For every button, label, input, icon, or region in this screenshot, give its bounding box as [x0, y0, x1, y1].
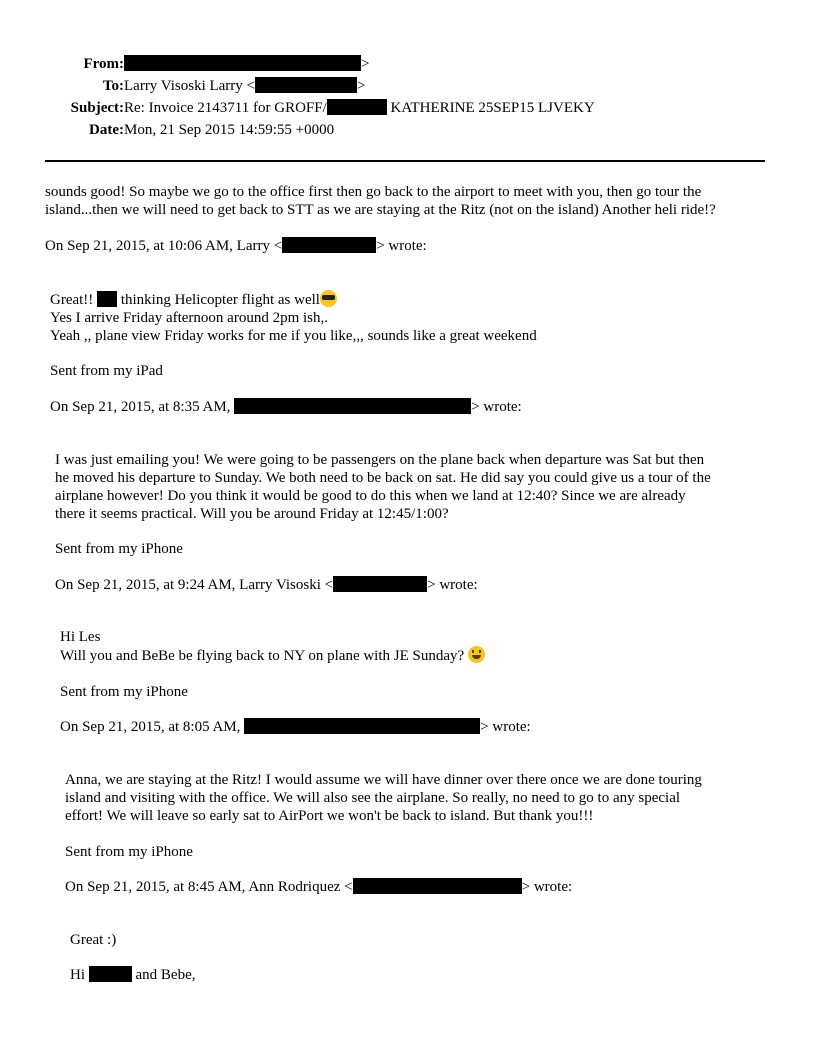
sunglasses-emoji-icon: [320, 290, 337, 307]
date-label: Date:: [89, 122, 124, 138]
attribution-text: > wrote:: [471, 399, 522, 415]
body-line: island and visiting with the office. We will also see the airplane. So really, no need to go to any special: [65, 790, 681, 806]
body-line: sounds good! So maybe we go to the office first then go back to the airport to meet with you, then go tour the: [45, 184, 702, 200]
body-text: Will you and BeBe be flying back to NY on plane with JE Sunday?: [60, 648, 465, 664]
to-value: [124, 77, 365, 95]
body-line: island...then we will need to get back to STT as we are staying at the Ritz (not on the island) Another heli ride!?: [45, 202, 716, 218]
from-value: [124, 55, 369, 73]
redaction-block: [97, 291, 117, 307]
from-suffix: >: [361, 56, 370, 72]
quoted-message-5-greeting: Great :): [70, 932, 117, 948]
quote-attribution: [65, 878, 572, 896]
body-line: Anna, we are staying at the Ritz! I would assume we will have dinner over there once we are done touring: [65, 772, 702, 788]
body-text: Hi: [70, 967, 85, 983]
redaction-block: [327, 99, 387, 115]
redaction-block: [353, 878, 522, 894]
to-name: Larry Visoski Larry <: [124, 78, 256, 94]
body-line: Yes I arrive Friday afternoon around 2pm ish,.: [50, 310, 329, 326]
subject-label: Subject:: [70, 100, 124, 116]
quoted-message-5-salutation: [70, 966, 195, 984]
sent-from-line: Sent from my iPad: [50, 363, 163, 379]
redaction-block: [124, 55, 361, 71]
grinning-emoji-icon: [468, 646, 485, 663]
body-text: and Bebe,: [135, 967, 196, 983]
body-line: Yeah ,, plane view Friday works for me if you like,,, sounds like a great weekend: [50, 328, 537, 344]
to-label: To:: [102, 78, 124, 94]
body-line: [60, 646, 485, 665]
attribution-text: > wrote:: [376, 238, 427, 254]
quoted-message-2: [55, 451, 711, 523]
from-label: From:: [83, 56, 124, 72]
attribution-text: On Sep 21, 2015, at 8:35 AM,: [50, 399, 231, 415]
attribution-text: On Sep 21, 2015, at 10:06 AM, Larry <: [45, 238, 283, 254]
redaction-block: [255, 77, 357, 93]
attribution-text: > wrote:: [480, 719, 531, 735]
subject-suffix: KATHERINE 25SEP15 LJVEKY: [390, 100, 595, 116]
quote-attribution: [55, 576, 478, 594]
attribution-text: On Sep 21, 2015, at 8:05 AM,: [60, 719, 241, 735]
quoted-message-4: [65, 771, 702, 825]
quoted-message-3: [60, 628, 485, 665]
body-line: effort! We will leave so early sat to AirPort we won't be back to island. But thank you!!!: [65, 808, 594, 824]
attribution-text: > wrote:: [427, 577, 478, 593]
quote-attribution: [60, 718, 531, 736]
header-divider: [45, 160, 765, 162]
message-body: [45, 183, 716, 219]
redaction-block: [333, 576, 427, 592]
to-suffix: >: [357, 78, 366, 94]
subject-prefix: Re: Invoice 2143711 for GROFF/: [124, 100, 327, 116]
quote-attribution: [45, 237, 427, 255]
sent-from-line: Sent from my iPhone: [60, 684, 188, 700]
subject-value: [124, 99, 595, 117]
attribution-text: On Sep 21, 2015, at 8:45 AM, Ann Rodriquez <: [65, 879, 353, 895]
body-text: Great!!: [50, 292, 94, 308]
redaction-block: [244, 718, 480, 734]
redaction-block: [89, 966, 132, 982]
body-line: airplane however! Do you think it would be good to do this when we land at 12:40? Since we are already: [55, 488, 686, 504]
body-line: there it seems practical. Will you be around Friday at 12:45/1:00?: [55, 506, 449, 522]
body-line: [50, 290, 537, 309]
quoted-message-1: [50, 290, 537, 345]
redaction-block: [234, 398, 471, 414]
body-line: he moved his departure to Sunday. We both need to be back on sat. He did say you could give us a tour of the: [55, 470, 711, 486]
attribution-text: On Sep 21, 2015, at 9:24 AM, Larry Visoski <: [55, 577, 334, 593]
body-line: Hi Les: [60, 629, 101, 645]
sent-from-line: Sent from my iPhone: [55, 541, 183, 557]
date-value: Mon, 21 Sep 2015 14:59:55 +0000: [124, 122, 335, 138]
redaction-block: [282, 237, 376, 253]
sent-from-line: Sent from my iPhone: [65, 844, 193, 860]
body-text: thinking Helicopter flight as well: [120, 292, 320, 308]
body-line: I was just emailing you! We were going to be passengers on the plane back when departure was Sat but then: [55, 452, 705, 468]
attribution-text: > wrote:: [521, 879, 573, 895]
quote-attribution: [50, 398, 522, 416]
